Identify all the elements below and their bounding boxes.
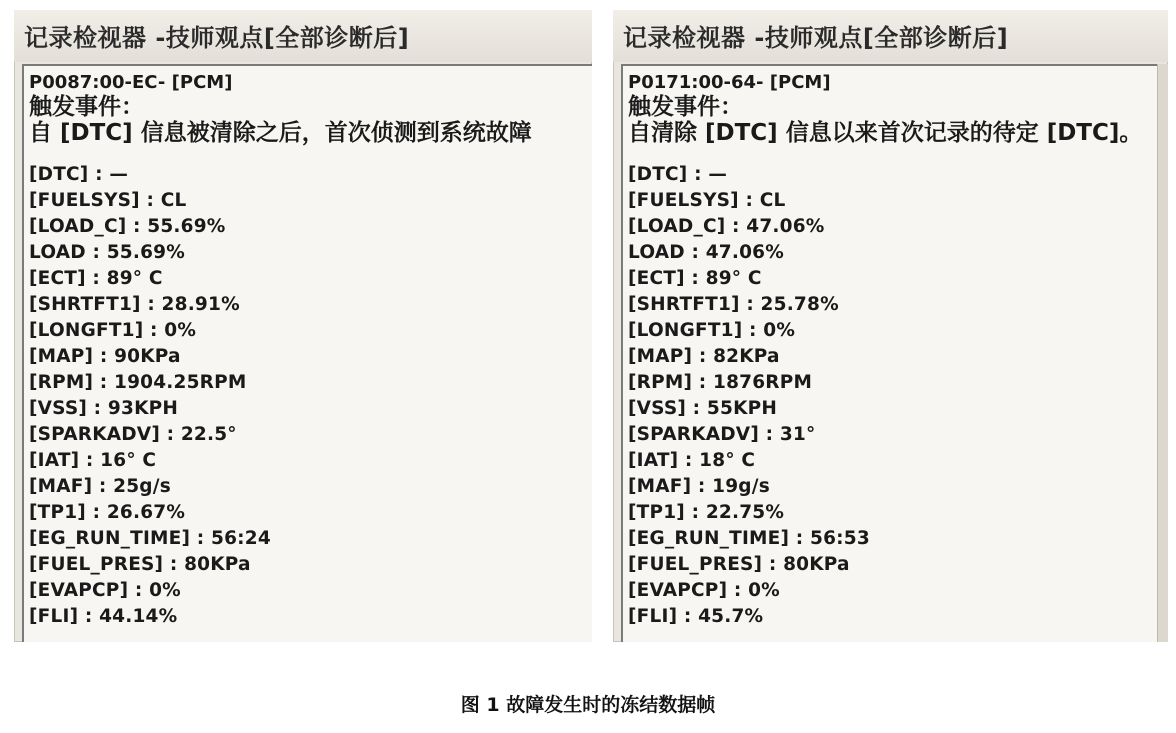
param-maf: [MAF] : 19g/s: [628, 476, 770, 497]
param-ect: [ECT] : 89° C: [29, 268, 163, 289]
dtc-code: P0171:00-64- [PCM]: [628, 72, 831, 93]
trigger-text: 自清除 [DTC] 信息以来首次记录的待定 [DTC]。: [628, 120, 1143, 146]
param-shrtft1: [SHRTFT1] : 28.91%: [29, 294, 240, 315]
param-iat: [IAT] : 16° C: [29, 450, 157, 471]
param-sparkadv: [SPARKADV] : 31°: [628, 424, 816, 445]
param-list: [29, 162, 592, 630]
param-vss: [VSS] : 93KPH: [29, 398, 179, 419]
param-eg-run-time: [EG_RUN_TIME] : 56:24: [29, 528, 271, 549]
window-title-left: 记录检视器 -技师观点[全部诊断后]: [14, 10, 592, 62]
trigger-text: 自 [DTC] 信息被清除之后，首次侦测到系统故障: [29, 120, 532, 146]
param-dtc: [DTC] : —: [628, 164, 728, 185]
freeze-frame-content-right: [621, 64, 1158, 642]
param-fuel-pres: [FUEL_PRES] : 80KPa: [628, 554, 850, 575]
dtc-code: P0087:00-EC- [PCM]: [29, 72, 233, 93]
param-map: [MAP] : 90KPa: [29, 346, 181, 367]
param-fuelsys: [FUELSYS] : CL: [29, 190, 187, 211]
param-load: LOAD : 47.06%: [628, 242, 784, 263]
record-viewer-window-left: [14, 10, 592, 642]
param-list: [628, 162, 1158, 630]
param-maf: [MAF] : 25g/s: [29, 476, 171, 497]
figure-caption: 图 1 故障发生时的冻结数据帧: [460, 694, 716, 716]
param-fli: [FLI] : 44.14%: [29, 606, 178, 627]
param-load-c: [LOAD_C] : 47.06%: [628, 216, 825, 237]
trigger-label: 触发事件：: [29, 94, 144, 120]
param-dtc: [DTC] : —: [29, 164, 129, 185]
scrollbar[interactable]: [1157, 64, 1168, 642]
param-eg-run-time: [EG_RUN_TIME] : 56:53: [628, 528, 870, 549]
param-iat: [IAT] : 18° C: [628, 450, 756, 471]
param-evapcp: [EVAPCP] : 0%: [29, 580, 181, 601]
freeze-frame-content-left: [22, 64, 592, 642]
param-ect: [ECT] : 89° C: [628, 268, 762, 289]
param-sparkadv: [SPARKADV] : 22.5°: [29, 424, 237, 445]
param-rpm: [RPM] : 1904.25RPM: [29, 372, 247, 393]
trigger-label: 触发事件：: [628, 94, 743, 120]
param-evapcp: [EVAPCP] : 0%: [628, 580, 780, 601]
param-rpm: [RPM] : 1876RPM: [628, 372, 813, 393]
record-viewer-window-right: [613, 10, 1168, 642]
param-tp1: [TP1] : 26.67%: [29, 502, 186, 523]
param-load: LOAD : 55.69%: [29, 242, 185, 263]
param-fli: [FLI] : 45.7%: [628, 606, 764, 627]
param-longft1: [LONGFT1] : 0%: [29, 320, 197, 341]
param-longft1: [LONGFT1] : 0%: [628, 320, 796, 341]
window-title-right: 记录检视器 -技师观点[全部诊断后]: [613, 10, 1168, 62]
param-shrtft1: [SHRTFT1] : 25.78%: [628, 294, 839, 315]
param-fuelsys: [FUELSYS] : CL: [628, 190, 786, 211]
param-map: [MAP] : 82KPa: [628, 346, 780, 367]
param-vss: [VSS] : 55KPH: [628, 398, 778, 419]
param-load-c: [LOAD_C] : 55.69%: [29, 216, 226, 237]
param-tp1: [TP1] : 22.75%: [628, 502, 785, 523]
param-fuel-pres: [FUEL_PRES] : 80KPa: [29, 554, 251, 575]
